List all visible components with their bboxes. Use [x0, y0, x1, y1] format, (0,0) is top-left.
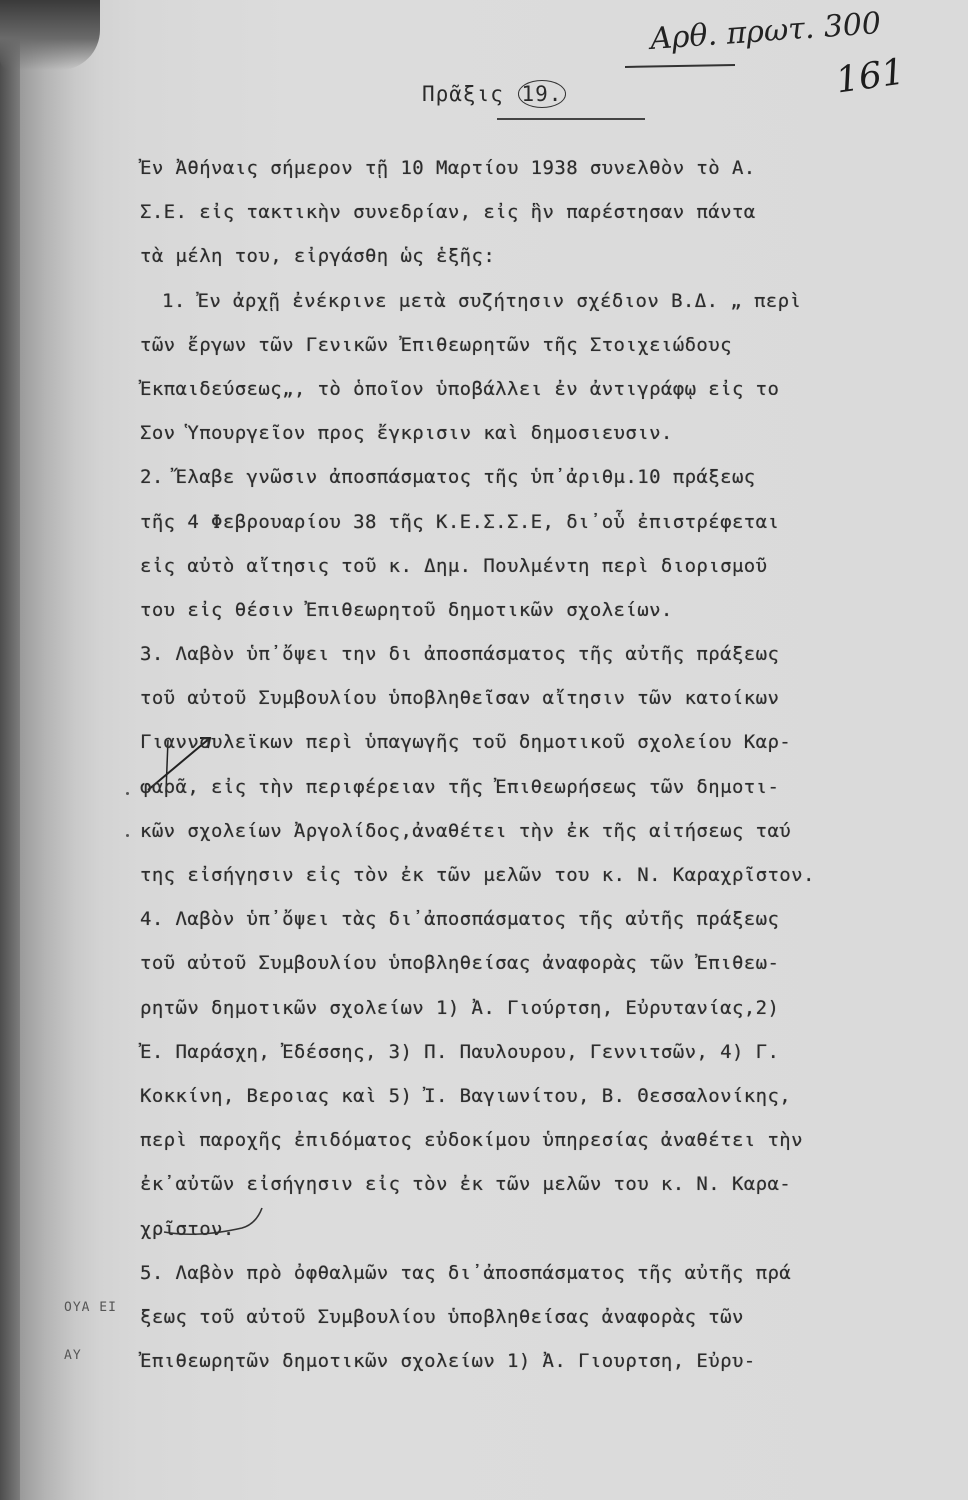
- text-line: 3. Λαβὸν ὑπ᾽ὄψει την δι ἀποσπάσματος τῆς αὐτῆς πράξεως: [140, 643, 780, 666]
- text-line: ξεως τοῦ αὐτοῦ Συμβουλίου ὑποβληθείσας ἀναφορὰς τῶν: [140, 1305, 744, 1328]
- ink-stain: [0, 0, 100, 70]
- margin-mark: [126, 792, 129, 795]
- heading-underline: [497, 118, 645, 120]
- text-line: Σον Ὑπουργεῖον προς ἔγκρισιν καὶ δημοσιευσιν.: [140, 422, 673, 445]
- text-line: τῶν ἔργων τῶν Γενικῶν Ἐπιθεωρητῶν τῆς Στοιχειώδους: [140, 333, 732, 356]
- text-line: Ἐπιθεωρητῶν δημοτικῶν σχολείων 1) Ἀ. Γιουρτση, Εὐρυ-: [140, 1350, 756, 1373]
- text-line: Ἐ. Παράσχη, Ἐδέσσης, 3) Π. Παυλουρου, Γεννιτσῶν, 4) Γ.: [140, 1040, 780, 1063]
- text-line: τὰ μέλη του, εἰργάσθη ὡς ἑξῆς:: [140, 245, 496, 268]
- heading-number: 19.: [518, 80, 567, 108]
- text-line: εἰς αὐτὸ αἴτησις τοῦ κ. Δημ. Πουλμέντη περὶ διορισμοῦ: [140, 554, 768, 577]
- text-line: φαρᾶ, εἰς τὴν περιφέρειαν τῆς Ἐπιθεωρήσεως τῶν δημοτι-: [140, 775, 780, 798]
- text-line: του εἰς θέσιν Ἐπιθεωρητοῦ δημοτικῶν σχολείων.: [140, 598, 673, 621]
- text-line: της εἰσήγησιν εἰς τὸν ἐκ τῶν μελῶν του κ. Ν. Καραχρῖστον.: [140, 864, 815, 886]
- text-line: 4. Λαβὸν ὑπ᾽ὄψει τὰς δι᾽ἀποσπάσματος τῆς αὐτῆς πράξεως: [140, 908, 780, 931]
- handwritten-page-number: 161: [833, 51, 908, 102]
- text-line: Ἐν Ἀθήναις σήμερον τῇ 10 Μαρτίου 1938 συνελθὸν τὸ Α.: [140, 157, 756, 179]
- text-line: τῆς 4 Φεβρουαρίου 38 τῆς Κ.Ε.Σ.Σ.Ε, δι᾽οὗ ἐπιστρέφεται: [140, 510, 780, 533]
- text-line: Κοκκίνη, Βεροιας καὶ 5) Ἰ. Βαγιωνίτου, Β. Θεσσαλονίκης,: [140, 1084, 792, 1107]
- document-body: [140, 146, 930, 1383]
- text-line: Σ.Ε. εἰς τακτικὴν συνεδρίαν, εἰς ἣν παρέστησαν πάντα: [140, 201, 756, 224]
- margin-fragment: ΟΥΑ ΕΙ: [64, 1300, 117, 1315]
- heading-label: Πρᾶξις: [422, 82, 504, 106]
- binding-edge-shadow: [0, 0, 20, 1500]
- handwritten-archive-note: Αρθ. πρωτ. 300: [649, 5, 883, 58]
- margin-mark: [126, 834, 129, 837]
- text-line: 2. Ἔλαβε γνῶσιν ἀποσπάσματος τῆς ὑπ᾽ἀριθμ.10 πράξεως: [140, 466, 756, 489]
- text-line: Ἐκπαιδεύσεως„, τὸ ὁποῖον ὑποβάλλει ἐν ἀντιγράφῳ εἰς το: [140, 377, 780, 400]
- text-line: περὶ παροχῆς ἐπιδόματος εὐδοκίμου ὑπηρεσίας ἀναθέτει τὴν: [140, 1129, 803, 1152]
- handwritten-underline: [625, 64, 735, 68]
- text-line: ρητῶν δημοτικῶν σχολείων 1) Ἀ. Γιούρτση, Εὐρυτανίας,2): [140, 996, 780, 1019]
- text-line: τοῦ αὐτοῦ Συμβουλίου ὑποβληθείσας ἀναφορὰς τῶν Ἐπιθεω-: [140, 952, 780, 975]
- text-line: 1. Ἐν ἀρχῇ ἐνέκρινε μετὰ συζήτησιν σχέδιον Β.Δ. „ περὶ: [162, 289, 802, 312]
- margin-fragment: ΑΥ: [64, 1348, 82, 1363]
- text-line: χρῖστον.: [140, 1217, 235, 1240]
- document-heading: [422, 80, 566, 108]
- text-line: κῶν σχολείων Ἀργολίδος,ἀναθέτει τὴν ἐκ τῆς αἰτήσεως ταύ: [140, 819, 792, 842]
- text-line: Γιαννουλεϊκων περὶ ὑπαγωγῆς τοῦ δημοτικοῦ σχολείου Καρ-: [140, 731, 792, 754]
- text-line: 5. Λαβὸν πρὸ ὀφθαλμῶν τας δι᾽ἀποσπάσματος τῆς αὐτῆς πρά: [140, 1261, 792, 1284]
- text-line: τοῦ αὐτοῦ Συμβουλίου ὑποβληθεῖσαν αἴτησιν τῶν κατοίκων: [140, 687, 780, 710]
- text-line: ἐκ᾽αὐτῶν εἰσήγησιν εἰς τὸν ἐκ τῶν μελῶν του κ. Ν. Καρα-: [140, 1173, 792, 1196]
